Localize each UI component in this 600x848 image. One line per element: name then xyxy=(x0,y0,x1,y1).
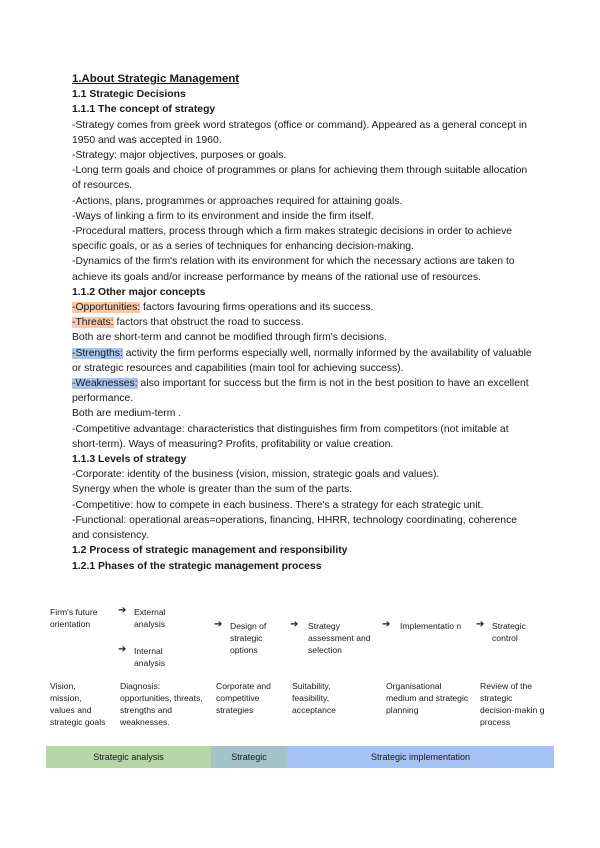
page-title: 1.About Strategic Management xyxy=(72,73,240,85)
strategic-bar: Strategic xyxy=(211,746,287,768)
organisational-cell: Organisational medium and strategic planning xyxy=(386,681,469,715)
diagnosis-cell: Diagnosis: opportunities, threats, strengths and weaknesses. xyxy=(120,681,203,727)
arrow-icon: ➔ xyxy=(118,644,127,655)
strategic-control-cell: Strategic control xyxy=(492,621,526,643)
paragraph: -Procedural matters, process through which a firm makes strategic decisions in order to achieve specific goals, or as a series of techniques for enhancing decision-making. xyxy=(72,226,513,253)
section-heading-1-1-1: 1.1.1 The concept of strategy xyxy=(72,104,216,116)
section-heading-1-1-2: 1.1.2 Other major concepts xyxy=(72,286,206,298)
review-cell: Review of the strategic decision-makin g process xyxy=(480,681,545,727)
paragraph: -Corporate: identity of the business (vision, mission, strategic goals and values). xyxy=(72,469,440,481)
section-heading-1-1-3: 1.1.3 Levels of strategy xyxy=(72,454,187,466)
arrow-icon: ➔ xyxy=(476,619,485,630)
paragraph: Synergy when the whole is greater than the sum of the parts. xyxy=(72,484,353,496)
section-heading-1-2-1: 1.2.1 Phases of the strategic management process xyxy=(72,560,322,572)
external-analysis-cell: External analysis xyxy=(134,607,166,629)
implementation-cell: Implementatio n xyxy=(400,621,462,631)
threats-text: factors that obstruct the road to success. xyxy=(113,317,304,329)
paragraph: -Actions, plans, programmes or approaches required for attaining goals. xyxy=(72,195,403,207)
arrow-icon: ➔ xyxy=(118,605,127,616)
paragraph: -Strategy comes from greek word strategos (office or command). Appeared as a general concept in 1950 and was accepted in 1960. xyxy=(72,119,527,146)
arrow-icon: ➔ xyxy=(214,619,223,630)
medium-term-note: Both are medium-term . xyxy=(72,408,182,420)
weaknesses-paragraph xyxy=(72,376,532,406)
suitability-cell: Suitability, feasibility, acceptance xyxy=(292,681,336,715)
weaknesses-text: also important for success but the firm is not in the best position to have an excellent performance. xyxy=(72,378,529,405)
corporate-strategies-cell: Corporate and competitive strategies xyxy=(216,681,271,715)
paragraph: -Long term goals and choice of programmes or plans for achieving them through suitable allocation of resources. xyxy=(72,165,528,192)
vision-cell: Vision, mission, values and strategic goals xyxy=(50,681,106,727)
section-heading-1-2: 1.2 Process of strategic management and responsibility xyxy=(72,545,348,557)
strategic-implementation-bar: Strategic implementation xyxy=(287,746,554,768)
strategic-analysis-bar: Strategic analysis xyxy=(46,746,211,768)
opportunities-text: factors favouring firms operations and its success. xyxy=(140,302,374,314)
paragraph: -Competitive: how to compete in each business. There's a strategy for each strategic unit. xyxy=(72,499,484,511)
weaknesses-highlight: -Weaknesses: xyxy=(72,378,138,390)
paragraph: -Strategy: major objectives, purposes or goals. xyxy=(72,150,287,162)
firm-future-cell: Firm's future orientation xyxy=(50,607,98,629)
paragraph: -Functional: operational areas=operations, financing, HHRR, technology coordinating, coherence and consistency. xyxy=(72,514,518,542)
short-term-note: Both are short-term and cannot be modified through firm's decisions. xyxy=(72,332,388,344)
threats-paragraph xyxy=(72,315,532,330)
strengths-paragraph xyxy=(72,346,532,376)
internal-analysis-cell: Internal analysis xyxy=(134,646,166,668)
design-options-cell: Design of strategic options xyxy=(230,621,267,655)
paragraph: -Dynamics of the firm's relation with its environment for which the necessary actions are taken to achieve its goals and/or increase performance by means of the rational use of resources. xyxy=(72,256,515,283)
opportunities-paragraph xyxy=(72,300,532,315)
section-heading-1-1: 1.1 Strategic Decisions xyxy=(72,89,186,101)
strengths-text: activity the firm performs especially well, normally informed by the availability of valuable or strategic resources and capabilities (main tool for achieving success). xyxy=(72,347,532,374)
document-body xyxy=(72,72,532,574)
paragraph: -Ways of linking a firm to its environment and inside the firm itself. xyxy=(72,210,374,222)
arrow-icon: ➔ xyxy=(290,619,299,630)
assessment-selection-cell: Strategy assessment and selection xyxy=(308,621,371,655)
strengths-highlight: -Strengths: xyxy=(72,347,123,359)
competitive-advantage-paragraph: -Competitive advantage: characteristics that distinguishes firm from competitors (not imitable at short-term). Ways of measuring? Profits, profitability or value creation. xyxy=(72,423,509,450)
arrow-icon: ➔ xyxy=(382,619,391,630)
opportunities-highlight: -Opportunities: xyxy=(72,302,141,314)
threats-highlight: -Threats: xyxy=(72,317,114,329)
